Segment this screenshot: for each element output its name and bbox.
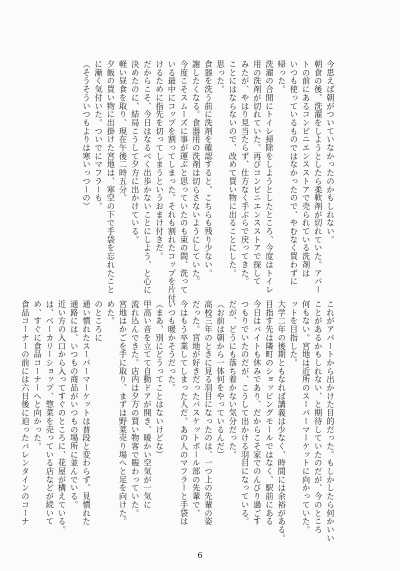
text-line: 大学二年の後期ともなれば講義は少なく、時間には余裕がある。 bbox=[277, 300, 287, 543]
text-line: いつも暖かそうだった。 bbox=[167, 300, 177, 392]
text-line: めた。 bbox=[106, 300, 116, 326]
text-line: 今思えば朝がついていなかったのかもしれない。 bbox=[326, 60, 335, 244]
text-line: 今日はバイトも休みであり、だからこそ家でのんびり過ごす bbox=[252, 300, 262, 526]
text-line: 宮地はかごを手に取り、まずは野菜売り場へと足を向けた。 bbox=[118, 300, 128, 526]
text-line: これがアパートから出かけた目的だった。もしかしたら何かいい bbox=[326, 300, 335, 543]
text-line: 食品コーナーの前には六日後に迫ったバレンタインのコーナ bbox=[20, 300, 30, 526]
text-line: 今はもう卒業してしまった人だ。あの人のマフラーと手袋は bbox=[179, 300, 189, 526]
text-line: のところに bbox=[94, 300, 104, 342]
text-line: 洗濯の合間にトイレ掃除をしようとしたところ、今度はトイレ bbox=[264, 60, 274, 294]
text-block-bottom bbox=[20, 300, 336, 543]
text-line: 思った。 bbox=[216, 60, 226, 94]
text-line: 夕飯の買い物に出掛けた宮地は、寒空の下で手袋を忘れたこと bbox=[106, 60, 116, 294]
text-line: 何もない。宮地は近所のスーパーマーケットに向かっていた。 bbox=[301, 300, 311, 534]
text-line: 流れ込んできた。店内は夕方の買い物客で賑わっていた。 bbox=[130, 300, 140, 518]
text-line: いつも使っているものではなかったので、やむなく買わずに bbox=[289, 60, 299, 286]
text-line: 今度こそスムーズに事が運ぶと思っていたのも束の間、洗って bbox=[179, 60, 189, 294]
text-line: 目指す先は隣町のショッピングモールではなく、駅前にある bbox=[264, 300, 274, 526]
text-line: だった。宮地が好きだったバスケットボール部の先輩で、 bbox=[191, 300, 201, 518]
text-line: だからこそ、今日はなるべく出歩かないことにしよう、と心に bbox=[142, 60, 152, 294]
text-line: 朝食の後、洗濯をしようとしたら柔軟剤が切れていた。アパー bbox=[313, 60, 323, 294]
text-line: 食器を洗う前に洗剤を確認すると、こちらも残り少ない。 bbox=[203, 60, 213, 278]
text-line: 決めたのに、結局こうして夕方に出かけている。 bbox=[130, 60, 140, 244]
text-line: つもりでいたのだが、こうして出かける羽目になっている。 bbox=[240, 300, 250, 526]
page-number: 6 bbox=[197, 551, 203, 560]
text-line: 甲高い音を立てて自動ドアが開き、暖かい空気が一気に bbox=[142, 300, 152, 509]
text-line: ことがあるかもしれない、と期待していたのだが、今のところ bbox=[313, 300, 323, 534]
text-line: に漸く気付いた。ついでにマフラーも。 bbox=[94, 60, 104, 211]
text-block-top bbox=[58, 60, 336, 303]
text-line: 通路には、いつもの商品がいつもの場所に並んでいる。 bbox=[69, 300, 79, 509]
text-line: だが、どうにも落ち着かない気分だった。 bbox=[228, 300, 238, 459]
text-line: （そうそういつもよりは寒いっつーの） bbox=[81, 60, 91, 211]
text-line: は、ベーカリーショップ、惣菜を売っている店などが続いて bbox=[45, 300, 55, 526]
text-line: みたが、やはり見当たらず、仕方なく手ぶらで戻ってきた。 bbox=[240, 60, 250, 286]
text-line: ことにはならないので、改めて買い物に出ることにした。 bbox=[228, 60, 238, 278]
text-line: ットを目指した。 bbox=[289, 300, 299, 367]
text-line: 軽い昼食を取り、現在午後二時五分。 bbox=[118, 60, 128, 202]
text-line: め、すぐに食品コーナーへと向かった。 bbox=[33, 300, 43, 451]
text-line: 近い方の入口から入ってすぐのところに、花屋が構えている。 bbox=[57, 300, 67, 534]
text-line: （まあ、別にどうってことはないけどな） bbox=[155, 300, 165, 459]
text-line: （お前は朝から一体何をやっているんだ） bbox=[216, 300, 226, 459]
text-line: いる最中にコップを割ってしまった。それも割れたコップを片付 bbox=[167, 60, 177, 303]
text-line: トの前にあるコンビニエンスストアで売られている洗剤は bbox=[301, 60, 311, 278]
text-line: 用の洗剤が切れていた。再びコンビニエンスストアで探して bbox=[252, 60, 262, 286]
text-line: 通い慣れたスーパーマーケットは普段と変わらず、見慣れた bbox=[81, 300, 91, 526]
text-line: 謝したくなる。食器用の洗剤は切らさないようにしていた。 bbox=[191, 60, 201, 286]
text-line: 帰った。 bbox=[277, 60, 287, 94]
text-line: 高校三年のときに見る羽目になったのは、一つ上の先輩の姿 bbox=[203, 300, 213, 526]
text-line: けるために指先を切ってしまうというおまけ付きだ。 bbox=[155, 60, 165, 261]
